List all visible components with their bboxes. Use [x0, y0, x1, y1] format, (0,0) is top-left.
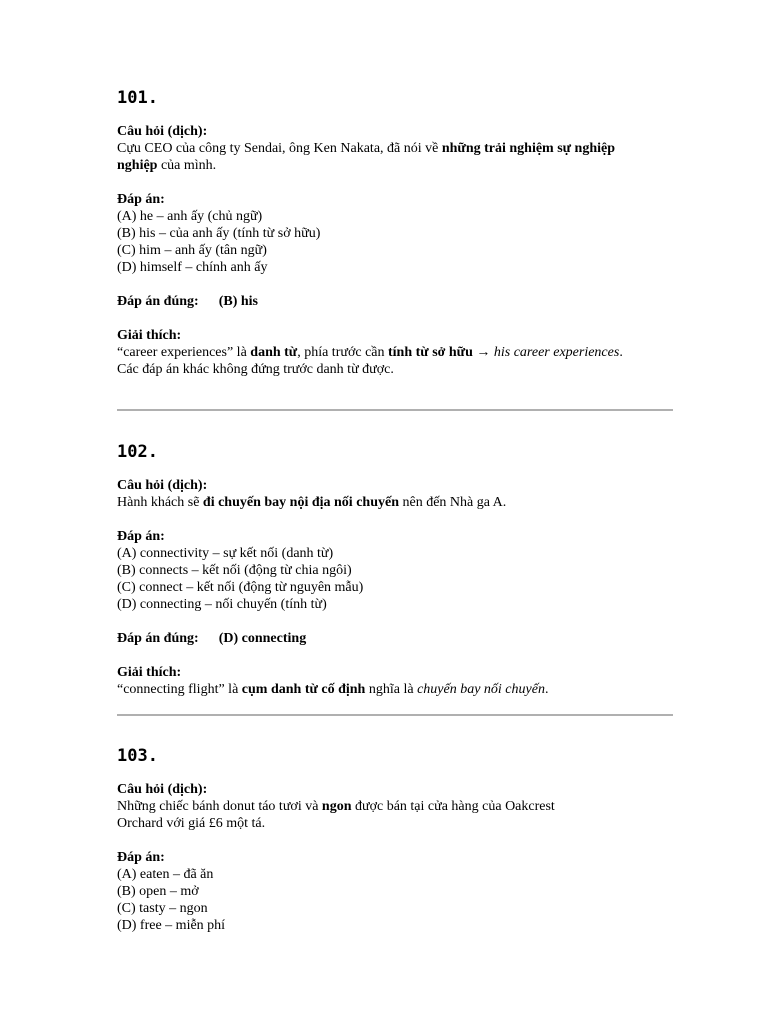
explanation-emphasis: tính từ sở hữu	[388, 345, 473, 360]
question-text-emphasis: những trải nghiệm sự nghiệp	[441, 141, 616, 156]
question-label: Câu hỏi (dịch):	[117, 478, 208, 493]
explanation-part: .	[544, 682, 549, 697]
option-a: (A) connectivity – sự kết nối (danh từ)	[117, 546, 334, 561]
options-label: Đáp án:	[117, 192, 165, 207]
question-block-102	[117, 442, 677, 698]
question-text	[117, 494, 677, 511]
correct-answer-value: (D) connecting	[218, 631, 307, 646]
question-text-part: Hành khách sẽ	[117, 495, 203, 510]
option-b: (B) connects – kết nối (động từ chia ngôi)	[117, 563, 352, 578]
option-a: (A) eaten – đã ăn	[117, 867, 214, 882]
option-c: (C) tasty – ngon	[117, 901, 208, 916]
correct-answer-value: (B) his	[218, 294, 258, 309]
explanation-italic: his career experiences	[493, 345, 620, 360]
explanation-text	[117, 344, 677, 361]
option-c: (C) him – anh ấy (tân ngữ)	[117, 243, 267, 258]
question-label: Câu hỏi (dịch):	[117, 782, 208, 797]
explanation-part: , phía trước cần	[297, 345, 388, 360]
option-c: (C) connect – kết nối (động từ nguyên mẫu)	[117, 580, 364, 595]
question-text	[117, 798, 677, 815]
option-d: (D) himself – chính anh ấy	[117, 260, 268, 275]
correct-answer-row	[117, 630, 677, 647]
section-divider	[117, 714, 673, 716]
explanation-italic: chuyến bay nối chuyến	[417, 682, 545, 697]
question-number: 103.	[117, 746, 158, 766]
option-b: (B) open – mở	[117, 884, 199, 899]
question-text-part: nên đến Nhà ga A.	[398, 495, 507, 510]
question-text-emphasis: đi chuyến bay nội địa nối chuyến	[202, 495, 399, 510]
question-text-part: Những chiếc bánh donut táo tươi và	[117, 799, 322, 814]
explanation-emphasis: cụm danh từ cố định	[241, 682, 366, 697]
options-label: Đáp án:	[117, 529, 165, 544]
option-a: (A) he – anh ấy (chủ ngữ)	[117, 209, 263, 224]
question-block-101	[117, 88, 677, 378]
explanation-label: Giải thích:	[117, 665, 182, 680]
option-b: (B) his – của anh ấy (tính từ sở hữu)	[117, 226, 321, 241]
question-label: Câu hỏi (dịch):	[117, 124, 208, 139]
arrow-glyph: →	[472, 345, 494, 360]
correct-answer-label: Đáp án đúng:	[117, 294, 199, 309]
question-block-103	[117, 746, 677, 934]
explanation-line-2: Các đáp án khác không đứng trước danh từ được.	[117, 362, 394, 377]
explanation-part: “connecting flight” là	[117, 682, 242, 697]
explanation-part: nghĩa là	[365, 682, 418, 697]
option-d: (D) connecting – nối chuyến (tính từ)	[117, 597, 327, 612]
question-text-line-2: Orchard với giá £6 một tá.	[117, 816, 266, 831]
explanation-text	[117, 681, 677, 698]
question-number: 101.	[117, 88, 158, 108]
explanation-emphasis: danh từ	[250, 345, 298, 360]
question-text-emphasis: ngon	[321, 799, 352, 814]
explanation-part: .	[619, 345, 623, 360]
question-number: 102.	[117, 442, 158, 462]
option-d: (D) free – miễn phí	[117, 918, 226, 933]
question-text: Cựu CEO của công ty Sendai, ông Ken Nakata, đã nói về những trải nghiệm sự nghiệp nghiệp của mình.	[117, 141, 616, 173]
question-text-part: Cựu CEO của công ty Sendai, ông Ken Nakata, đã nói về	[117, 141, 442, 156]
options-label: Đáp án:	[117, 850, 165, 865]
correct-answer-label: Đáp án đúng:	[117, 631, 199, 646]
section-divider	[117, 409, 673, 411]
correct-answer-row	[117, 293, 677, 310]
explanation-part: “career experiences” là	[117, 345, 251, 360]
explanation-label: Giải thích:	[117, 328, 182, 343]
question-text-part: của mình.	[157, 158, 217, 173]
question-text-part: được bán tại cửa hàng của Oakcrest	[351, 799, 555, 814]
